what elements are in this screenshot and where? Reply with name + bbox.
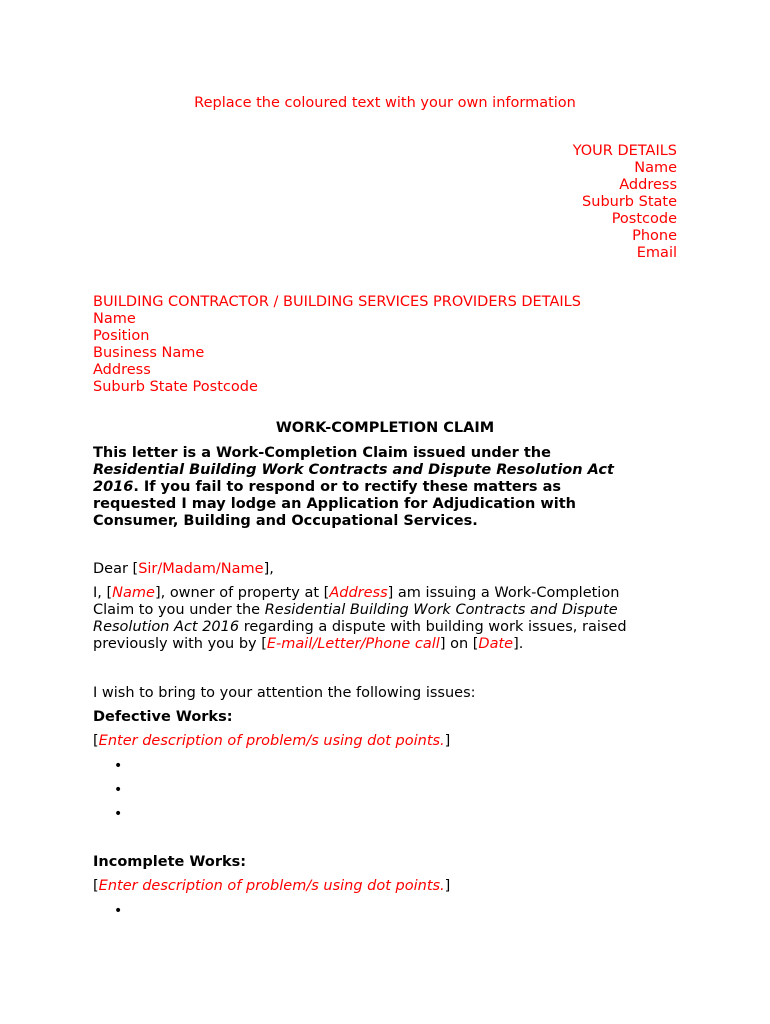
issues-intro: I wish to bring to your attention the following issues:: [93, 685, 476, 701]
para1-text: ] am issuing a Work-Completion: [387, 585, 620, 601]
bracket: ]: [444, 733, 451, 749]
contractor-business-name: Business Name: [93, 345, 205, 361]
intro-act-name: Residential Building Work Contracts and Dispute Resolution Act: [93, 462, 614, 478]
intro-line-5: Consumer, Building and Occupational Services.: [93, 513, 478, 529]
incomplete-works-instruction: [93, 878, 450, 895]
contractor-position: Position: [93, 328, 150, 344]
document-title: WORK-COMPLETION CLAIM: [275, 420, 495, 436]
date-placeholder: Date: [478, 636, 514, 652]
para1-text: ].: [513, 636, 524, 652]
salutation: [93, 561, 274, 578]
defective-bullet-2: •: [114, 782, 123, 798]
bracket: [: [93, 878, 99, 894]
salutation-placeholder: Sir/Madam/Name: [138, 561, 264, 577]
salutation-prefix: Dear [: [93, 561, 139, 577]
para1-text: ], owner of property at [: [154, 585, 330, 601]
intro-line-3: [93, 479, 561, 496]
contractor-suburb-state-postcode: Suburb State Postcode: [93, 379, 258, 395]
para1-text: regarding a dispute with building work issues, raised: [239, 619, 627, 635]
act-name: Resolution Act 2016: [93, 619, 240, 635]
salutation-suffix: ],: [263, 561, 274, 577]
act-name: Residential Building Work Contracts and Dispute: [264, 602, 618, 618]
property-address-placeholder: Address: [329, 585, 388, 601]
your-details-address: Address: [619, 177, 677, 193]
contractor-details-heading: BUILDING CONTRACTOR / BUILDING SERVICES PROVIDERS DETAILS: [93, 294, 581, 310]
intro-act-year: 2016: [93, 479, 134, 495]
para1-line-3: [93, 619, 627, 636]
intro-line-1: This letter is a Work-Completion Claim issued under the: [93, 445, 551, 461]
para1-line-1: [93, 585, 619, 602]
contact-method-placeholder: E-mail/Letter/Phone call: [266, 636, 440, 652]
contractor-address: Address: [93, 362, 151, 378]
your-details-phone: Phone: [632, 228, 677, 244]
bracket: ]: [444, 878, 451, 894]
your-details-postcode: Postcode: [611, 211, 677, 227]
bracket: [: [93, 733, 99, 749]
your-details-suburb-state: Suburb State: [582, 194, 677, 210]
your-details-email: Email: [636, 245, 677, 261]
intro-line-4: requested I may lodge an Application for Adjudication with: [93, 496, 576, 512]
owner-name-placeholder: Name: [112, 585, 155, 601]
para1-text: Claim to you under the: [93, 602, 265, 618]
para1-text: previously with you by [: [93, 636, 267, 652]
instruction-note: Replace the coloured text with your own information: [194, 95, 576, 111]
defective-instruction-text: Enter description of problem/s using dot points.: [98, 733, 445, 749]
incomplete-works-heading: Incomplete Works:: [93, 854, 247, 870]
incomplete-instruction-text: Enter description of problem/s using dot points.: [98, 878, 445, 894]
defective-bullet-3: •: [114, 806, 123, 822]
defective-works-instruction: [93, 733, 450, 750]
defective-bullet-1: •: [114, 758, 123, 774]
intro-line-3-rest: . If you fail to respond or to rectify these matters as: [133, 479, 562, 495]
your-details-heading: YOUR DETAILS: [572, 143, 677, 159]
defective-works-heading: Defective Works:: [93, 709, 233, 725]
para1-line-2: [93, 602, 618, 619]
your-details-name: Name: [634, 160, 677, 176]
para1-text: ] on [: [439, 636, 479, 652]
para1-line-4: [93, 636, 523, 653]
para1-text: I, [: [93, 585, 113, 601]
contractor-name: Name: [93, 311, 136, 327]
incomplete-bullet-1: •: [114, 903, 123, 919]
